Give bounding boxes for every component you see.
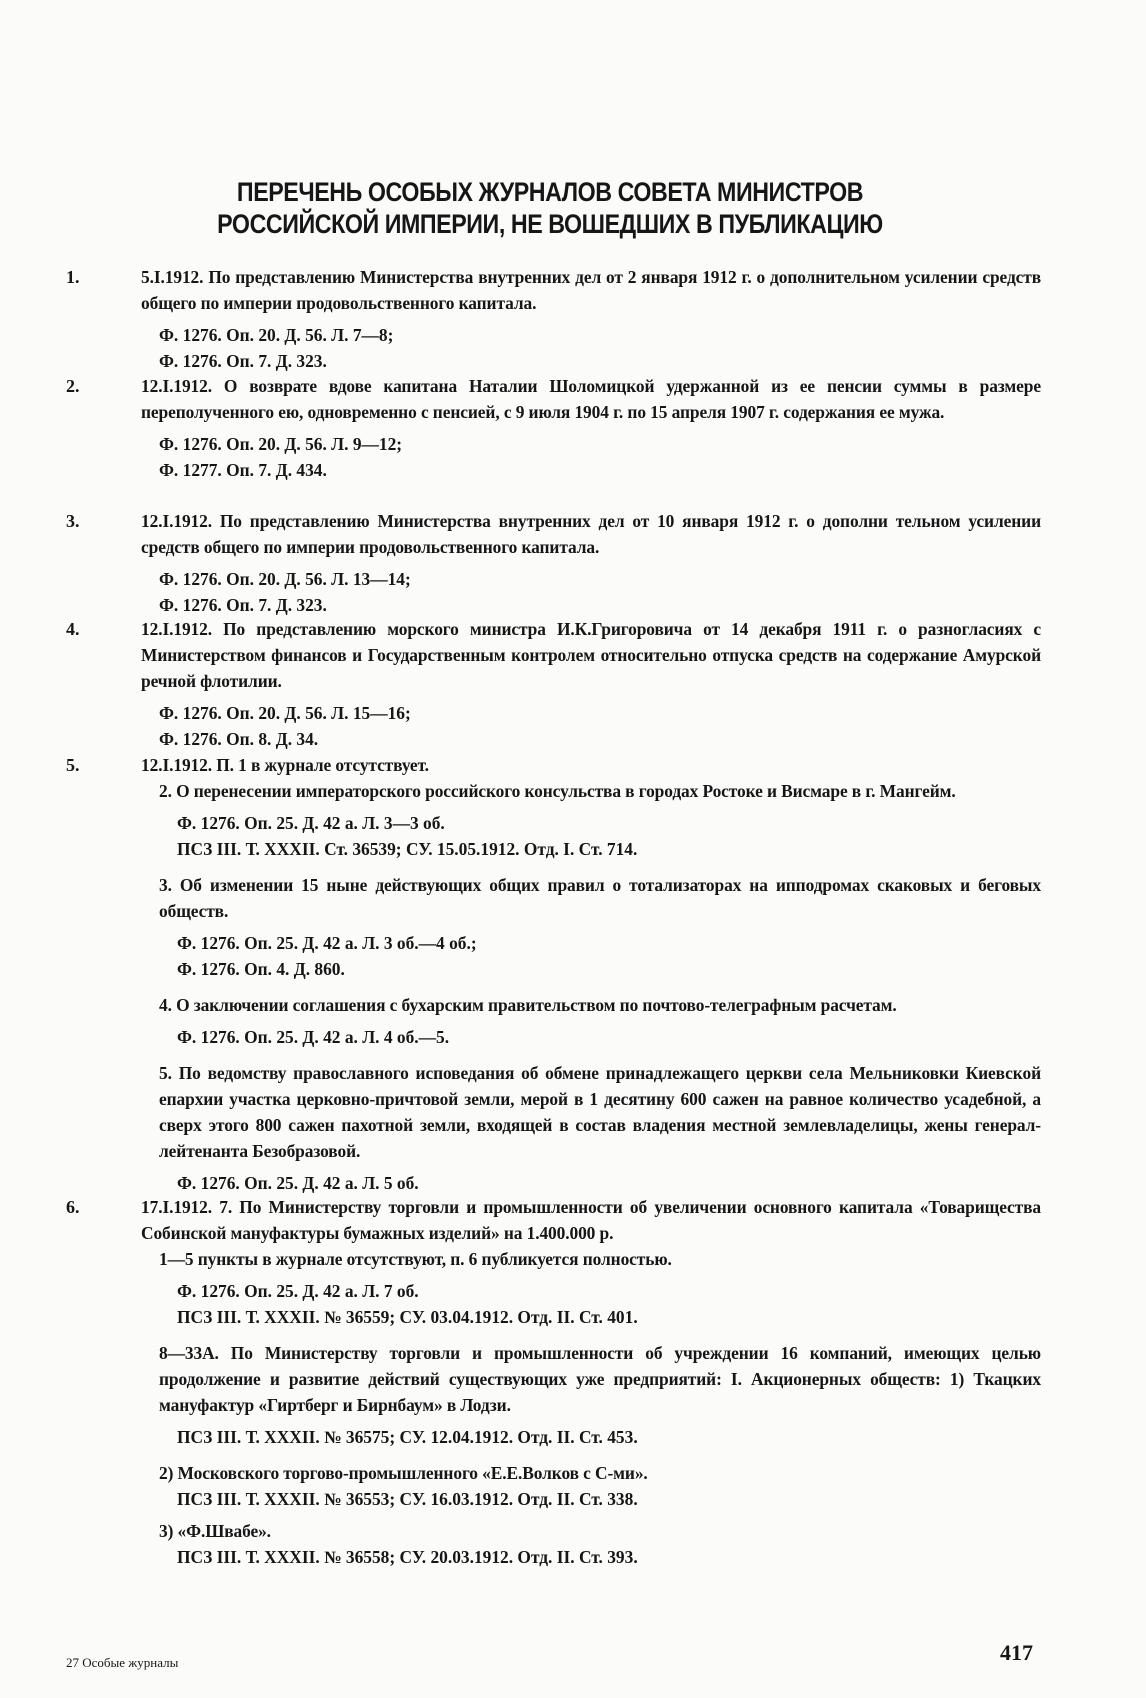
archive-reference: Ф. 1276. Оп. 20. Д. 56. Л. 13—14; [159,569,411,589]
journal-item [159,1460,1041,1512]
item-text: 3. Об изменении 15 ныне действующих общих правил о тотализаторах на ипподромах скаковых и беговых обществ. [159,875,1041,921]
publication-reference: ПСЗ III. Т. XXXII. № 36558; СУ. 20.03.1912. Отд. II. Ст. 393. [177,1547,638,1567]
entry-note-block [159,1246,1041,1330]
journal-item [159,1518,1041,1570]
item-text: 4. О заключении соглашения с бухарским правительством по почтово-телеграфным расчетам. [159,995,897,1015]
entry-intro: 12.I.1912. П. 1 в журнале отсутствует. [141,755,429,775]
archive-reference: Ф. 1276. Оп. 7. Д. 323. [159,351,327,371]
page-title-line-1: ПЕРЕЧЕНЬ ОСОБЫХ ЖУРНАЛОВ СОВЕТА МИНИСТРОВ [236,177,864,207]
item-text: 3) «Ф.Швабе». [159,1521,271,1541]
item-text: 2) Московского торгово-промышленного «Е.Е.Волков с С-ми». [159,1463,648,1483]
entry-body [141,264,1041,374]
journal-item [159,778,1041,862]
publication-reference: ПСЗ III. Т. XXXII. № 36575; СУ. 12.04.1912. Отд. II. Ст. 453. [177,1427,638,1447]
entry-text: 12.I.1912. По представлению морского министра И.К.Григоровича от 14 декабря 1911 г. о разногласиях с Министерством финансов и Государственным контролем относительно отпуска средств на содержание Амурской речной флотилии. [141,619,1041,691]
item-text: 5. По ведомству православного исповедания об обмене принадлежащего церкви села Мельниковки Киевской епархии участка церковно-причтовой земли, мерой в 1 десятину 600 сажен на равное количество усадебной, а сверх этого 800 сажен пахотной земли, входящей в состав владения местной землевладелицы, жены генерал-лейтенанта Безобразовой. [159,1063,1041,1161]
archive-reference: Ф. 1276. Оп. 25. Д. 42 а. Л. 3 об.—4 об.; [177,933,477,953]
entry-number: 1. [66,267,80,287]
archive-reference: Ф. 1276. Оп. 20. Д. 56. Л. 7—8; [159,325,394,345]
archive-reference: Ф. 1276. Оп. 25. Д. 42 а. Л. 4 об.—5. [177,1027,450,1047]
entry-intro: 17.I.1912. 7. По Министерству торговли и промышленности об увеличении основного капитала «Товарищества Собинской мануфактуры бумажных изделий» на 1.400.000 р. [141,1197,1041,1243]
entry-body [141,373,1041,483]
entry-number: 6. [66,1197,80,1217]
item-text: 8—33А. По Министерству торговли и промышленности об учреждении 16 компаний, имеющих целью продолжение и развитие действий существующих уже предприятий: I. Акционерных обществ: 1) Ткацких мануфактур «Гиртберг и Бирнбаум» в Лодзи. [159,1343,1041,1415]
page-title-line-2: РОССИЙСКОЙ ИМПЕРИИ, НЕ ВОШЕДШИХ В ПУБЛИКАЦИЮ [217,209,883,239]
entry-text: 5.I.1912. По представлению Министерства внутренних дел от 2 января 1912 г. о дополнительном усилении средств общего по империи продовольственного капитала. [141,267,1041,313]
archive-reference: Ф. 1276. Оп. 7. Д. 323. [159,595,327,615]
journal-item [159,1340,1041,1450]
entry-body [141,508,1041,618]
archive-reference: Ф. 1276. Оп. 8. Д. 34. [159,729,319,749]
entry-text: 12.I.1912. По представлению Министерства внутренних дел от 10 января 1912 г. о дополни тельном усилении средств общего по империи продовольственного капитала. [141,511,1041,557]
entry-number: 2. [66,376,80,396]
entry-number: 4. [66,619,80,639]
journal-item [159,1060,1041,1196]
entry-note: 1—5 пункты в журнале отсутствуют, п. 6 публикуется полностью. [159,1249,672,1269]
archive-reference: Ф. 1276. Оп. 25. Д. 42 а. Л. 3—3 об. [177,813,445,833]
entry-body [141,616,1041,752]
archive-reference: Ф. 1276. Оп. 25. Д. 42 а. Л. 5 об. [177,1173,419,1193]
archive-reference: Ф. 1276. Оп. 4. Д. 860. [177,959,345,979]
archive-reference: Ф. 1277. Оп. 7. Д. 434. [159,460,327,480]
entry-body [141,1194,1041,1570]
entry-body [141,752,1041,1196]
entry-number: 3. [66,511,80,531]
signature-mark: 27 Особые журналы [66,1655,179,1670]
entry-text: 12.I.1912. О возврате вдове капитана Наталии Шоломицкой удержанной из ее пенсии суммы в размере переполученного ею, одновременно с пенсией, с 9 июля 1904 г. по 15 апреля 1907 г. содержания ее мужа. [141,376,1041,422]
journal-item [159,992,1041,1050]
archive-reference: Ф. 1276. Оп. 20. Д. 56. Л. 9—12; [159,434,403,454]
archive-reference: Ф. 1276. Оп. 25. Д. 42 а. Л. 7 об. [177,1281,419,1301]
archive-reference: Ф. 1276. Оп. 20. Д. 56. Л. 15—16; [159,703,411,723]
publication-reference: ПСЗ III. Т. XXXII. Ст. 36539; СУ. 15.05.1912. Отд. I. Ст. 714. [177,839,638,859]
item-text: 2. О перенесении императорского российского консульства в городах Ростоке и Висмаре в г. Мангейм. [159,781,956,801]
entry-number: 5. [66,755,80,775]
page-number: 417 [1000,1640,1033,1665]
publication-reference: ПСЗ III. Т. XXXII. № 36553; СУ. 16.03.1912. Отд. II. Ст. 338. [177,1489,638,1509]
publication-reference: ПСЗ III. Т. XXXII. № 36559; СУ. 03.04.1912. Отд. II. Ст. 401. [177,1307,638,1327]
journal-item [159,872,1041,982]
